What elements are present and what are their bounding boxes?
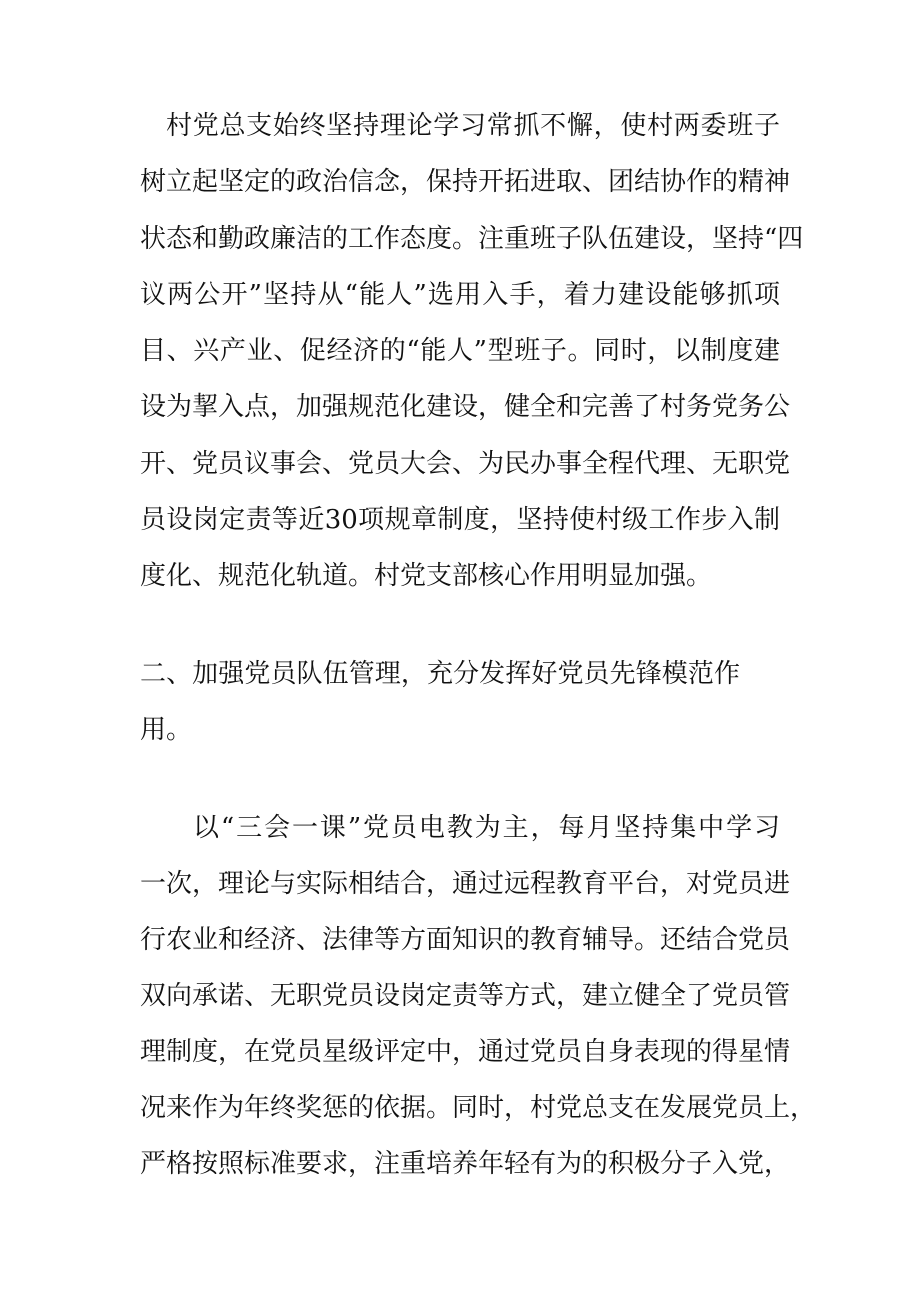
paragraph-line: 树立起坚定的政治信念，保持开拓进取、团结协作的精神 xyxy=(140,167,791,197)
paragraph-line: 一次，理论与实际相结合，通过远程教育平台，对党员进 xyxy=(140,869,791,899)
section-heading-line: 二、加强党员队伍管理，充分发挥好党员先锋模范作 xyxy=(140,659,740,689)
paragraph-line: 议两公开”坚持从“能人”选用入手，着力建设能够抓项 xyxy=(140,280,780,310)
paragraph-line: 状态和勤政廉洁的工作态度。注重班子队伍建设，坚持“四 xyxy=(140,224,804,254)
paragraph-line: 双向承诺、无职党员设岗定责等方式，建立健全了党员管 xyxy=(140,981,791,1011)
paragraph-line: 理制度，在党员星级评定中，通过党员自身表现的得星情 xyxy=(140,1037,791,1067)
paragraph-line: 员设岗定责等近30项规章制度，坚持使村级工作步入制 xyxy=(140,505,780,535)
paragraph-line: 度化、规范化轨道。村党支部核心作用明显加强。 xyxy=(140,561,713,591)
paragraph-line: 况来作为年终奖惩的依据。同时，村党总支在发展党员上， xyxy=(140,1093,817,1123)
paragraph-line: 设为挈入点，加强规范化建设，健全和完善了村务党务公 xyxy=(140,392,791,422)
paragraph-line: 严格按照标准要求，注重培养年轻有为的积极分子入党， xyxy=(140,1149,791,1179)
paragraph-line: 以“三会一课”党员电教为主，每月坚持集中学习 xyxy=(193,813,780,843)
paragraph-line: 行农业和经济、法律等方面知识的教育辅导。还结合党员 xyxy=(140,925,791,955)
paragraph-line: 开、党员议事会、党员大会、为民办事全程代理、无职党 xyxy=(140,449,791,479)
paragraph-line: 目、兴产业、促经济的“能人”型班子。同时，以制度建 xyxy=(140,336,780,366)
section-heading-line: 用。 xyxy=(140,715,193,745)
paragraph-line: 村党总支始终坚持理论学习常抓不懈，使村两委班子 xyxy=(166,111,780,141)
